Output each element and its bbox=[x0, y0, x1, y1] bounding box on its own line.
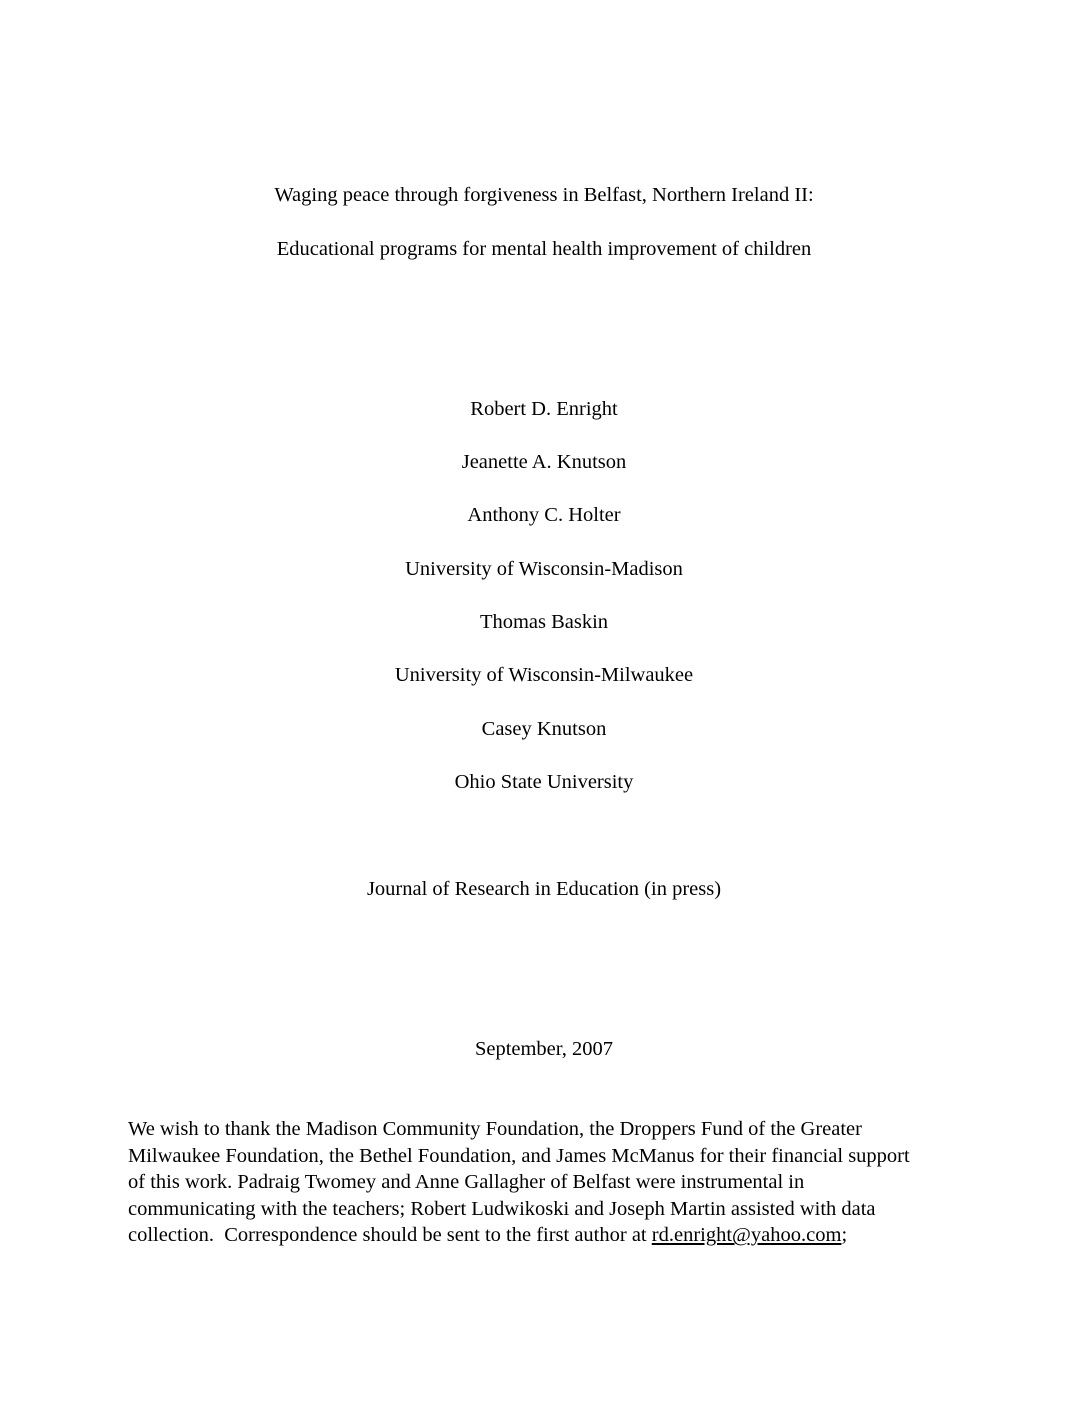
author-name: Robert D. Enright bbox=[470, 398, 618, 420]
title-line-1: Waging peace through forgiveness in Belfast, Northern Ireland II: bbox=[274, 184, 814, 206]
author-affiliation: Ohio State University bbox=[454, 771, 634, 793]
journal-status: Journal of Research in Education (in press) bbox=[366, 878, 722, 900]
author-name: Anthony C. Holter bbox=[467, 504, 621, 526]
acknowledgment-line: communicating with the teachers; Robert Ludwikoski and Joseph Martin assisted with data bbox=[128, 1197, 876, 1220]
acknowledgment-paragraph bbox=[128, 1116, 958, 1249]
acknowledgment-text: collection. Correspondence should be sent to the first author at bbox=[128, 1224, 652, 1247]
acknowledgment-punctuation: ; bbox=[841, 1224, 848, 1247]
author-name: Casey Knutson bbox=[481, 718, 607, 740]
email-link[interactable]: rd.enright@yahoo.com bbox=[651, 1224, 842, 1247]
author-name: Jeanette A. Knutson bbox=[461, 451, 627, 473]
acknowledgment-last-line bbox=[128, 1222, 958, 1249]
acknowledgment-line: We wish to thank the Madison Community Foundation, the Droppers Fund of the Greater bbox=[128, 1118, 862, 1140]
author-affiliation: University of Wisconsin-Milwaukee bbox=[394, 664, 694, 686]
acknowledgment-line: Milwaukee Foundation, the Bethel Foundation, and James McManus for their financial support bbox=[128, 1144, 910, 1167]
author-affiliation: University of Wisconsin-Madison bbox=[405, 558, 683, 580]
author-name: Thomas Baskin bbox=[479, 611, 609, 633]
title-line-2: Educational programs for mental health improvement of children bbox=[276, 238, 812, 260]
acknowledgment-line: of this work. Padraig Twomey and Anne Gallagher of Belfast were instrumental in bbox=[128, 1171, 805, 1194]
date: September, 2007 bbox=[474, 1038, 614, 1060]
